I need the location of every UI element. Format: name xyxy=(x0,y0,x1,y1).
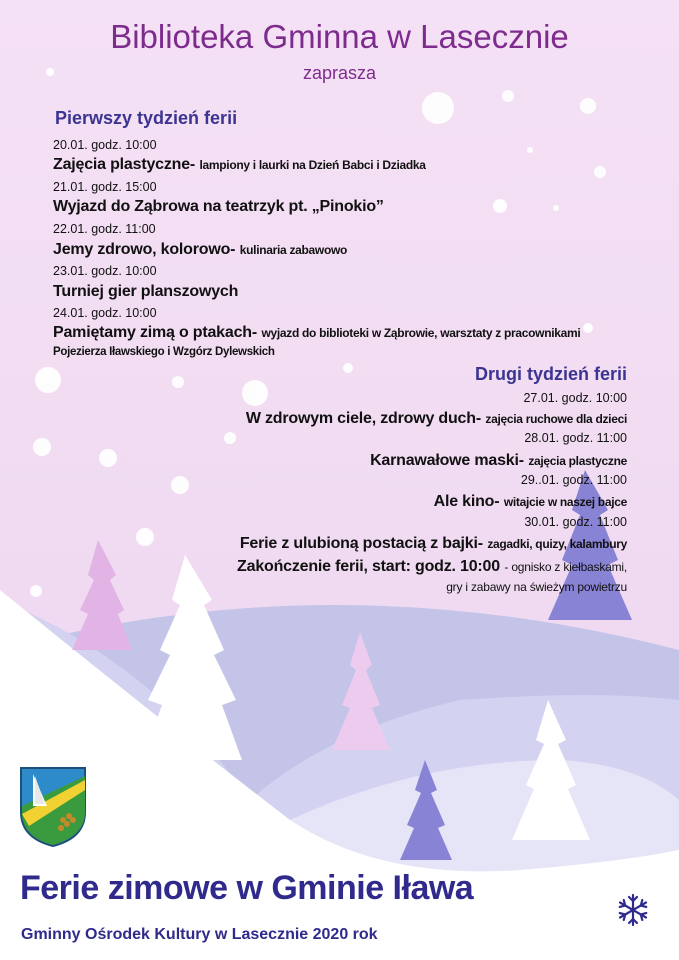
week1-entry-5-extra: Pojezierza Iławskiego i Wzgórz Dylewskich xyxy=(53,346,275,358)
week1-entry-2-title: Wyjazd do Ząbrowa na teatrzyk pt. „Pinokio” xyxy=(53,198,384,215)
snowflake-icon xyxy=(616,893,650,927)
week1-entry-3-title: Jemy zdrowo, kolorowo- xyxy=(53,241,236,258)
week2-entry-4-desc: zagadki, quizy, kalambury xyxy=(487,537,627,551)
week1-entry-3-desc: kulinaria zabawowo xyxy=(239,243,348,257)
week2-entry-5-extra: gry i zabawy na świeżym powietrzu xyxy=(446,580,627,594)
week1-entry-1-title: Zajęcia plastyczne- xyxy=(53,156,196,173)
week1-entry-4-date: 23.01. godz. 10:00 xyxy=(53,264,157,278)
week1-entry-5-desc: wyjazd do biblioteki w Ząbrowie, warsztaty z pracownikami xyxy=(261,326,581,340)
week2-entry-4-title: Ferie z ulubioną postacią z bajki- xyxy=(239,535,483,552)
week2-entry-1-date: 27.01. godz. 10:00 xyxy=(523,391,627,405)
week2-heading: Drugi tydzień ferii xyxy=(474,364,627,384)
week2-entry-5-desc: - ognisko z kiełbaskami, xyxy=(504,560,627,574)
week2-entry-1-desc: zajęcia ruchowe dla dzieci xyxy=(485,412,627,426)
week1-entry-5-date: 24.01. godz. 10:00 xyxy=(53,306,157,320)
municipality-crest-icon xyxy=(19,766,87,848)
week2-entry-4-date: 30.01. godz. 11:00 xyxy=(524,515,627,529)
week1-entry-1-desc: lampiony i laurki na Dzień Babci i Dziadka xyxy=(199,158,426,172)
week2-entry-3-date: 29..01. godz. 11:00 xyxy=(520,473,627,487)
week1-entry-4-title: Turniej gier planszowych xyxy=(53,283,239,300)
week1-entry-4 xyxy=(53,283,663,301)
week2-entry-4 xyxy=(67,535,627,553)
week1-entry-1 xyxy=(53,156,663,174)
page-subtitle: zaprasza xyxy=(302,63,377,83)
week1-entry-3-date: 22.01. godz. 11:00 xyxy=(53,222,156,236)
footer-title: Ferie zimowe w Gminie Iława xyxy=(20,869,474,907)
week1-entry-3 xyxy=(53,241,663,259)
week1-entry-2 xyxy=(53,198,663,216)
week2-entry-2 xyxy=(67,452,627,470)
week2-entry-3-title: Ale kino- xyxy=(433,493,500,510)
week1-heading: Pierwszy tydzień ferii xyxy=(55,108,238,128)
week2-entry-5 xyxy=(67,558,627,576)
week2-entry-2-desc: zajęcia plastyczne xyxy=(528,454,627,468)
week2-entry-2-date: 28.01. godz. 11:00 xyxy=(524,431,627,445)
week1-entry-5 xyxy=(53,324,663,342)
week1-entry-2-date: 21.01. godz. 15:00 xyxy=(53,180,157,194)
week1-entry-1-date: 20.01. godz. 10:00 xyxy=(53,138,157,152)
footer-subtitle: Gminny Ośrodek Kultury w Lasecznie 2020 rok xyxy=(21,926,378,943)
week2-entry-1 xyxy=(67,410,627,428)
week1-entry-5-title: Pamiętamy zimą o ptakach- xyxy=(53,324,257,341)
week2-entry-5-title: Zakończenie ferii, start: godz. 10:00 xyxy=(237,558,500,575)
week2-entry-2-title: Karnawałowe maski- xyxy=(370,452,524,469)
week2-entry-3-desc: witajcie w naszej bajce xyxy=(503,495,627,509)
week2-entry-3 xyxy=(67,493,627,511)
page-title: Biblioteka Gminna w Lasecznie xyxy=(110,18,569,55)
week2-entry-1-title: W zdrowym ciele, zdrowy duch- xyxy=(245,410,481,427)
